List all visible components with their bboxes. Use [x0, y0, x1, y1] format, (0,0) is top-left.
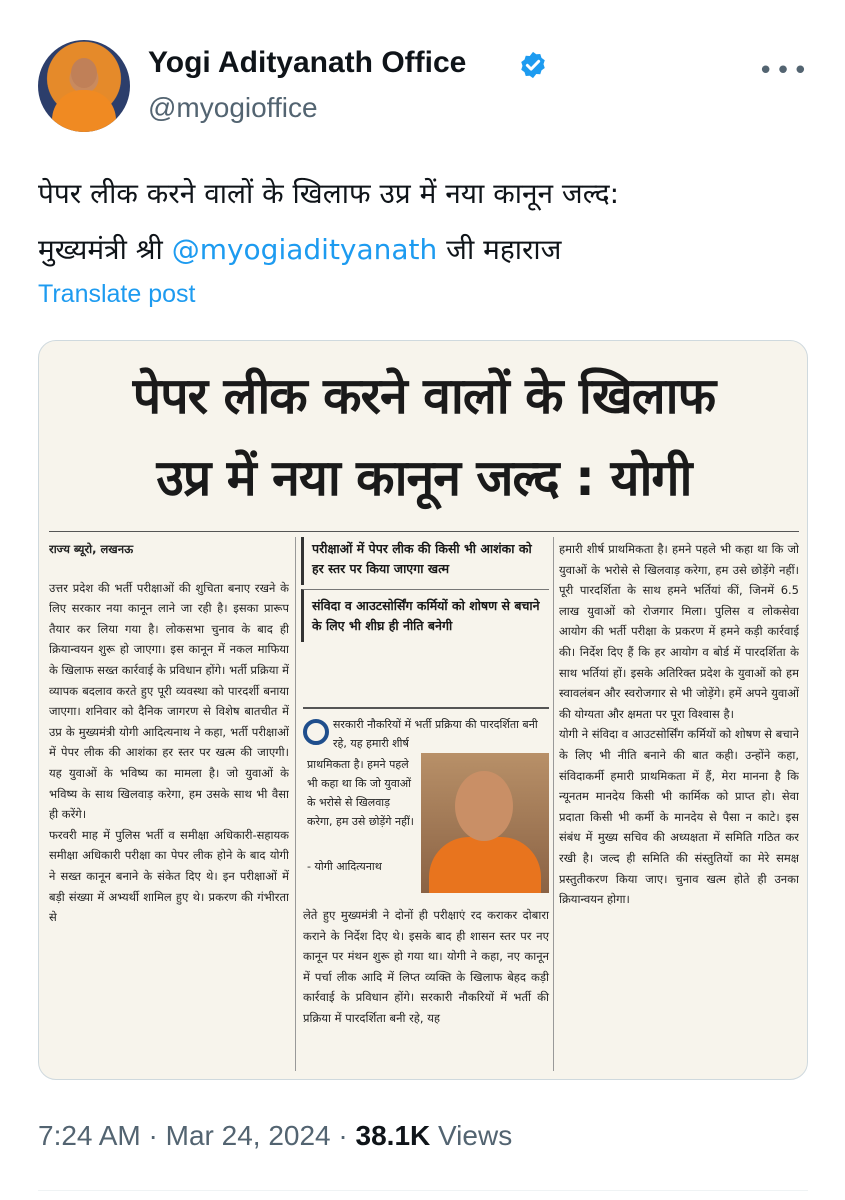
post-text-line-2 — [38, 222, 818, 278]
byline: राज्य ब्यूरो, लखनऊ — [49, 542, 134, 556]
col1-paragraph: उत्तर प्रदेश की भर्ती परीक्षाओं की शुचिता बनाए रखने के लिए सरकार नया कानून लाने जा रही है। इसका प्रारूप तैयार कर लिया गया है। लोकसभा चुनाव के बाद ही क्रियान्वयन शुरू हो जाएगा। इस कानून में नकल माफिया के खिलाफ सख्त कार्रवाई के प्रविधान होंगे। भर्ती प्रक्रिया में व्यापक बदलाव करते हुए पूरी व्यवस्था को पारदर्शी बनाया जाएगा। शनिवार को दैनिक जागरण से विशेष बातचीत में उप्र के मुख्यमंत्री योगी आदित्यनाथ ने कहा, भर्ती परीक्षाओं में पेपर लीक की आशंका हर स्तर पर खत्म की जाएगी। यह युवाओं के भविष्य का मामला है। जो युवाओं के भविष्य के साथ खिलवाड़ करेगा, हम उसके साथ भी वैसा ही करेंगे। — [49, 580, 289, 822]
views-count: 38.1K — [355, 1120, 431, 1151]
headline-line-2: उप्र में नया कानून जल्द : योगी — [156, 449, 692, 507]
mention-link[interactable]: @myogiadityanath — [171, 233, 438, 266]
headline-line-1: पेपर लीक करने वालों के खिलाफ — [132, 367, 716, 425]
quote-attribution: - योगी आदित्यनाथ — [307, 860, 382, 873]
quote-text-continued: प्राथमिकता है। हमने पहले भी कहा था कि जो युवाओं के भरोसे से खिलवाड़ करेगा, हम उसे छोड़ेंगे नहीं। — [307, 758, 414, 828]
post-image[interactable] — [38, 340, 808, 1080]
clipping-headline — [39, 355, 808, 519]
post-text-line-1: पेपर लीक करने वालों के खिलाफ उप्र में नया कानून जल्द: — [38, 177, 620, 210]
quote-box — [303, 707, 549, 897]
post-text — [38, 166, 818, 278]
photo-robe — [429, 837, 541, 893]
meta-separator: · — [140, 1120, 166, 1151]
pull-quote: परीक्षाओं में पेपर लीक की किसी भी आशंका को हर स्तर पर किया जाएगा खत्म — [301, 537, 549, 585]
views-label: Views — [430, 1120, 513, 1151]
col3-paragraph: योगी ने संविदा व आउटसोर्सिंग कर्मियों को शोषण से बचाने के लिए भी नीति बनाने की बात कही। उन्होंने कहा, संविदाकर्मी हमारी प्राथमिकता में हैं, मेरा मानना है कि न्यूनतम मानदेय किसी भी कार्मिक को प्राप्त हो। सेवा प्रदाता किसी भी कर्मी के मानदेय से पैसा न काटे। इस संबंध में मुख्य सचिव की अध्यक्षता में समिति गठित कर रखी है। जल्द ही समिति की संस्तुतियों का मेरे समक्ष प्रस्तुतीकरण किया जाए। चुनाव खत्म होते ही उनका क्रियान्वयन होगा। — [559, 727, 799, 907]
post-date[interactable]: Mar 24, 2024 — [165, 1120, 331, 1151]
column-divider — [295, 537, 296, 1071]
post-text-suffix: जी महाराज — [437, 233, 562, 266]
verified-badge-icon — [518, 50, 548, 80]
portrait-photo — [421, 753, 549, 893]
post-time[interactable]: 7:24 AM — [38, 1120, 141, 1151]
meta-separator: · — [330, 1120, 356, 1151]
avatar-face — [71, 58, 97, 88]
headline-divider — [49, 531, 799, 532]
avatar[interactable] — [38, 40, 130, 132]
divider — [38, 1190, 808, 1191]
photo-head — [455, 771, 513, 841]
post-header — [38, 40, 818, 132]
quote-mark-icon — [303, 719, 329, 745]
handle[interactable]: @myogioffice — [148, 92, 318, 123]
post-text-prefix: मुख्यमंत्री श्री — [38, 233, 172, 266]
post-meta — [38, 1120, 512, 1152]
column-divider — [553, 537, 554, 1071]
avatar-robe — [52, 90, 116, 132]
article-column-3 — [559, 539, 799, 1069]
more-options-icon[interactable]: ••• — [757, 56, 810, 86]
translate-post-link[interactable]: Translate post — [38, 280, 196, 308]
pull-quote: संविदा व आउटसोर्सिंग कर्मियों को शोषण से बचाने के लिए भी शीघ्र ही नीति बनेगी — [301, 589, 549, 642]
article-column-1 — [49, 539, 289, 1069]
col1-paragraph: फरवरी माह में पुलिस भर्ती व समीक्षा अधिकारी-सहायक समीक्षा अधिकारी परीक्षा का पेपर लीक होने के बाद योगी ने सख्त कानून बनाने के संकेत दिए थे। इन परीक्षाओं में बड़ी संख्या में अभ्यर्थी शामिल हुए थे। प्रकरण की गंभीरता से — [49, 827, 289, 925]
col2-text: लेते हुए मुख्यमंत्री ने दोनों ही परीक्षाएं रद कराकर दोबारा कराने के निर्देश दिए थे। इसके बाद ही शासन स्तर पर नए कानून पर मंथन शुरू हो गया था। योगी ने कहा, नए कानून में पर्चा लीक आदि में लिप्त व्यक्ति के खिलाफ बेहद कड़ी कार्रवाई के प्रविधान होंगे। सरकारी नौकरियों में भर्ती की प्रक्रिया में पारदर्शिता बनी रहे, यह — [303, 908, 549, 1025]
quote-text: सरकारी नौकरियों में भर्ती प्रक्रिया की पारदर्शिता बनी रहे, यह हमारी शीर्ष — [333, 718, 538, 750]
display-name[interactable]: Yogi Adityanath Office — [148, 46, 467, 79]
article-column-2 — [301, 537, 549, 1071]
col3-paragraph: हमारी शीर्ष प्राथमिकता है। हमने पहले भी कहा था कि जो युवाओं के भरोसे से खिलवाड़ करेगा, हम उसे छोड़ेंगे नहीं। पूरी पारदर्शिता के साथ हमने भर्तियां कीं, जिनमें 6.5 लाख युवाओं को रोजगार मिला। पुलिस व लोकसेवा आयोग की भर्ती परीक्षा के प्रकरण में हमने कड़ी कार्रवाई की। निर्देश दिए हैं कि हर आयोग व बोर्ड में पारदर्शिता के साथ भर्तियां हों। इसके अतिरिक्त प्रदेश के युवाओं को हम स्वावलंबन और स्वरोजगार से भी जोड़ेंगे। हमें अपने युवाओं की योग्यता और क्षमता पर पूरा विश्वास है। — [559, 542, 799, 721]
